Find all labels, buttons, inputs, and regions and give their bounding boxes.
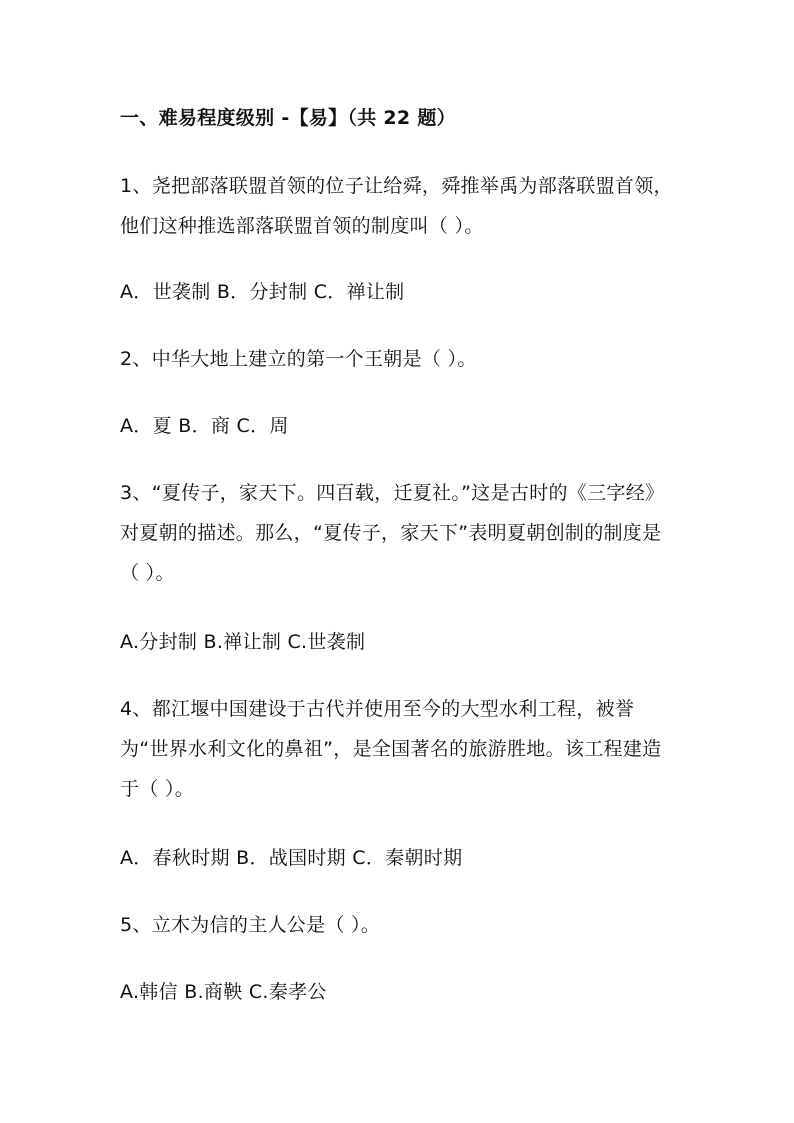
question-number: 3、 [120, 482, 152, 504]
question-4-options: A．春秋时期 B．战国时期 C．秦朝时期 [120, 847, 463, 869]
question-5-stem [120, 905, 676, 945]
question-number: 5、 [120, 914, 152, 936]
question-1-stem [120, 166, 676, 246]
section-heading: 一、难易程度级别 -【易】（共 22 题） [120, 107, 456, 129]
question-text: “夏传子，家天下。四百载，迁夏社。”这是古时的《三字经》对夏朝的描述。那么，“夏传子，家天下”表明夏朝创制的制度是（ ）。 [120, 482, 665, 584]
question-text: 立木为信的主人公是（ ）。 [151, 914, 381, 936]
question-4-stem [120, 689, 676, 809]
question-number: 2、 [120, 348, 152, 370]
question-text: 尧把部落联盟首领的位子让给舜，舜推举禹为部落联盟首领，他们这种推选部落联盟首领的制度叫（ ）。 [120, 175, 673, 237]
question-2-options: A．夏 B．商 C．周 [120, 415, 289, 437]
question-3-stem [120, 473, 676, 593]
question-text: 中华大地上建立的第一个王朝是（ ）。 [151, 348, 477, 370]
question-1-options: A．世袭制 B．分封制 C．禅让制 [120, 281, 405, 303]
question-number: 1、 [120, 175, 152, 197]
question-text: 都江堰中国建设于古代并使用至今的大型水利工程，被誉为“世界水利文化的鼻祖”，是全国著名的旅游胜地。该工程建造于（ ）。 [120, 698, 662, 800]
question-2-stem [120, 339, 676, 379]
question-number: 4、 [120, 698, 152, 720]
question-5-options: A.韩信 B.商鞅 C.秦孝公 [120, 981, 327, 1003]
question-3-options: A.分封制 B.禅让制 C.世袭制 [120, 631, 366, 653]
